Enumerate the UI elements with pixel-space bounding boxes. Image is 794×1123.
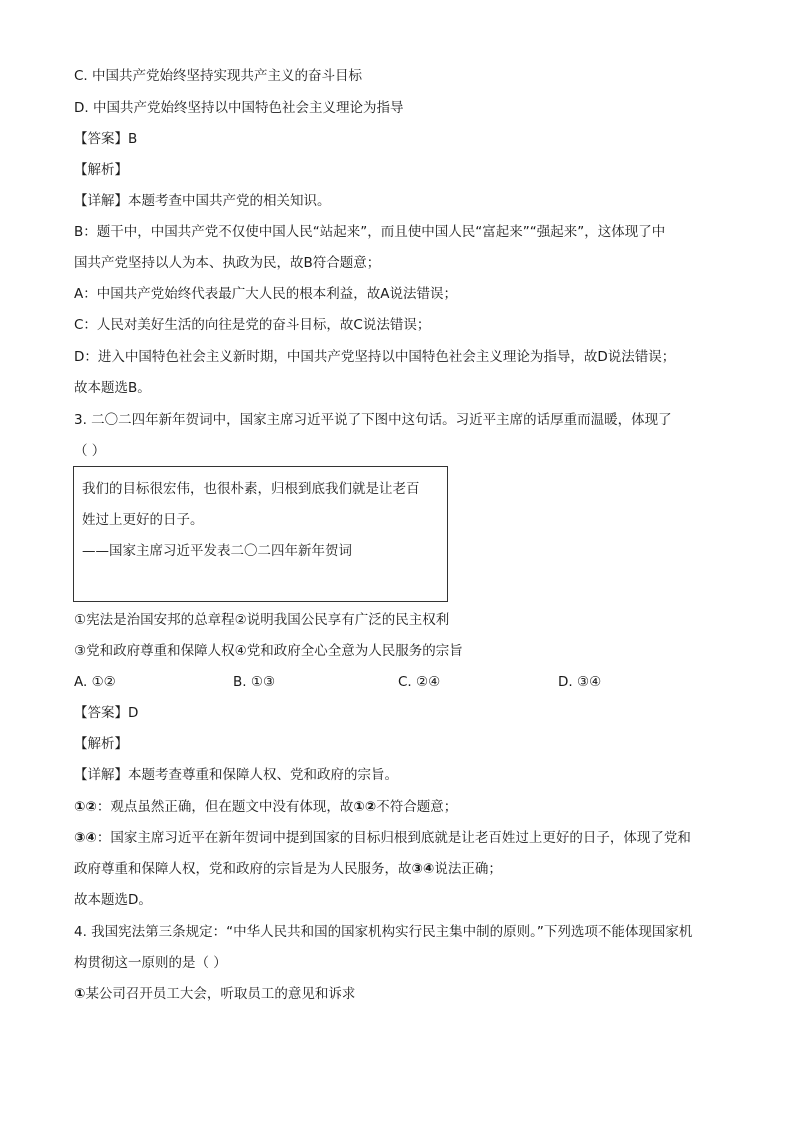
q3-explanation-12-mid: ①② — [353, 799, 377, 815]
q3-option-c: C. ②④ — [398, 674, 441, 690]
q3-detail: 【详解】本题考查尊重和保障人权、党和政府的宗旨。 — [74, 767, 398, 783]
q2-option-d: D. 中国共产党始终坚持以中国特色社会主义理论为指导 — [74, 100, 404, 116]
q3-explanation-12-prefix: ①② — [74, 799, 97, 815]
q2-explanation-c: C：人民对美好生活的向往是党的奋斗目标，故C说法错误； — [74, 317, 431, 333]
q3-explanation-12-end: 不符合题意； — [376, 799, 458, 815]
q3-quote-line1: 我们的目标很宏伟，也很朴素，归根到底我们就是让老百 — [82, 481, 420, 497]
q3-explanation-34-line1 — [74, 828, 691, 848]
q3-items-line1: ①宪法是治国安邦的总章程②说明我国公民享有广泛的民主权利 — [74, 612, 450, 628]
q2-analysis-label: 【解析】 — [74, 162, 128, 178]
q2-explanation-a: A：中国共产党始终代表最广大人民的根本利益，故A说法错误； — [74, 286, 457, 302]
q3-explanation-34-line2 — [74, 859, 502, 879]
q3-option-b: B. ①③ — [233, 674, 276, 690]
q2-option-c: C. 中国共产党始终坚持实现共产主义的奋斗目标 — [74, 68, 363, 84]
q3-explanation-34-text2: 政府尊重和保障人权，党和政府的宗旨是为人民服务，故 — [74, 861, 412, 877]
q3-explanation-34-mid: ③④ — [411, 861, 435, 877]
q4-stem-line1: 4. 我国宪法第三条规定：“中华人民共和国的国家机构实行民主集中制的原则。”下列选项不能体现国家机 — [74, 924, 693, 940]
q3-explanation-12-text: ：观点虽然正确，但在题文中没有体现，故 — [96, 799, 354, 815]
q4-stem-line2: 构贯彻这一原则的是（ ） — [74, 955, 227, 971]
q3-quote-line2: 姓过上更好的日子。 — [82, 512, 204, 528]
q3-items-line2: ③党和政府尊重和保障人权④党和政府全心全意为人民服务的宗旨 — [74, 643, 463, 659]
q3-quote-source: ——国家主席习近平发表二〇二四年新年贺词 — [82, 543, 352, 559]
q2-answer: 【答案】B — [74, 131, 138, 147]
q3-stem-line2: （ ） — [74, 443, 106, 459]
q3-stem-line1: 3. 二〇二四年新年贺词中，国家主席习近平说了下图中这句话。习近平主席的话厚重而温暖，体现了 — [74, 412, 672, 428]
q3-explanation-34-prefix: ③④ — [74, 830, 97, 846]
q3-analysis-label: 【解析】 — [74, 736, 128, 752]
q2-detail: 【详解】本题考查中国共产党的相关知识。 — [74, 193, 331, 209]
q3-explanation-34-text1: ：国家主席习近平在新年贺词中提到国家的目标归根到底就是让老百姓过上更好的日子，体现了党和 — [96, 830, 691, 846]
q3-explanation-34-end: 说法正确； — [434, 861, 502, 877]
q2-explanation-d: D：进入中国特色社会主义新时期，中国共产党坚持以中国特色社会主义理论为指导，故D说法错误； — [74, 349, 676, 365]
q2-conclusion: 故本题选B。 — [74, 380, 151, 396]
q2-explanation-b-line2: 国共产党坚持以人为本、执政为民，故B符合题意； — [74, 255, 381, 271]
q4-item1 — [74, 984, 355, 1004]
q3-conclusion: 故本题选D。 — [74, 892, 152, 908]
q3-option-a: A. ①② — [74, 674, 116, 690]
q4-item1-text: 某公司召开员工大会，听取员工的意见和诉求 — [85, 986, 356, 1002]
q3-explanation-12 — [74, 797, 457, 817]
q3-answer: 【答案】D — [74, 705, 139, 721]
q2-explanation-b-line1: B：题干中，中国共产党不仅使中国人民“站起来”，而且使中国人民“富起来”“强起来”，这体现了中 — [74, 224, 666, 240]
q3-quote-box — [73, 466, 448, 602]
q4-item1-prefix: ① — [74, 986, 86, 1002]
q3-option-d: D. ③④ — [558, 674, 602, 690]
